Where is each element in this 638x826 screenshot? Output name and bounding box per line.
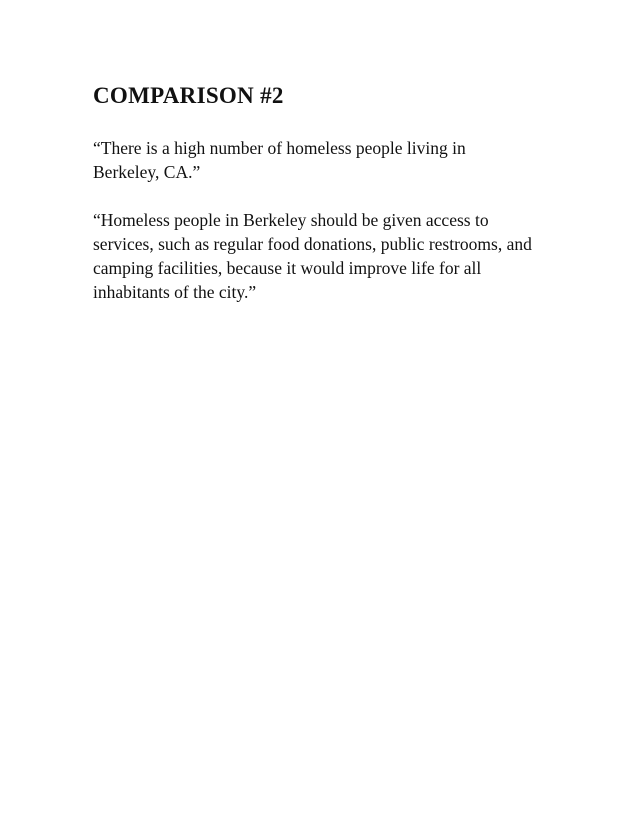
statement-paragraph: “There is a high number of homeless people living in Berkeley, CA.” <box>93 138 466 182</box>
page-title: COMPARISON #2 <box>93 83 284 108</box>
argument-paragraph: “Homeless people in Berkeley should be given access to services, such as regular food donations, public restrooms, and camping facilities, because it would improve life for all inhabitants of the city.” <box>93 210 532 302</box>
